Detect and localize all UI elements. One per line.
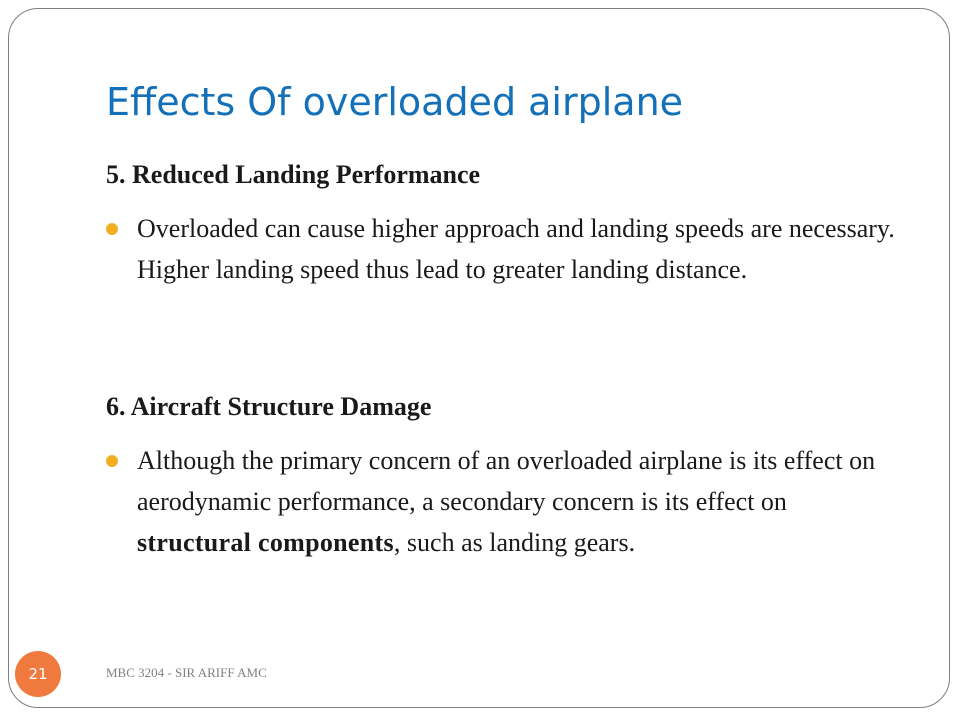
bullet-item-structure-damage (106, 440, 906, 563)
bullet-text-bold: structural components (137, 528, 394, 557)
bullet-text-before: Although the primary concern of an overloaded airplane is its effect on aerodynamic performance, a secondary concern is its effect on (137, 446, 876, 516)
bullet-item-landing-performance (106, 208, 906, 290)
bullet-text-after: , such as landing gears. (393, 528, 636, 557)
bullet-text: Overloaded can cause higher approach and landing speeds are necessary. Higher landing speed thus lead to greater landing distance. (137, 214, 895, 284)
slide-footer: MBC 3204 - SIR ARIFF AMC (106, 665, 267, 680)
section-heading-landing-performance: 5. Reduced Landing Performance (106, 160, 481, 189)
bullet-text (137, 440, 906, 563)
bullet-dot-icon (106, 223, 118, 235)
page-number-badge (15, 651, 61, 697)
page-number: 21 (28, 665, 48, 683)
bullet-dot-icon (106, 455, 118, 467)
slide-title: Effects Of overloaded airplane (106, 80, 684, 124)
section-heading-structure-damage: 6. Aircraft Structure Damage (106, 392, 432, 421)
